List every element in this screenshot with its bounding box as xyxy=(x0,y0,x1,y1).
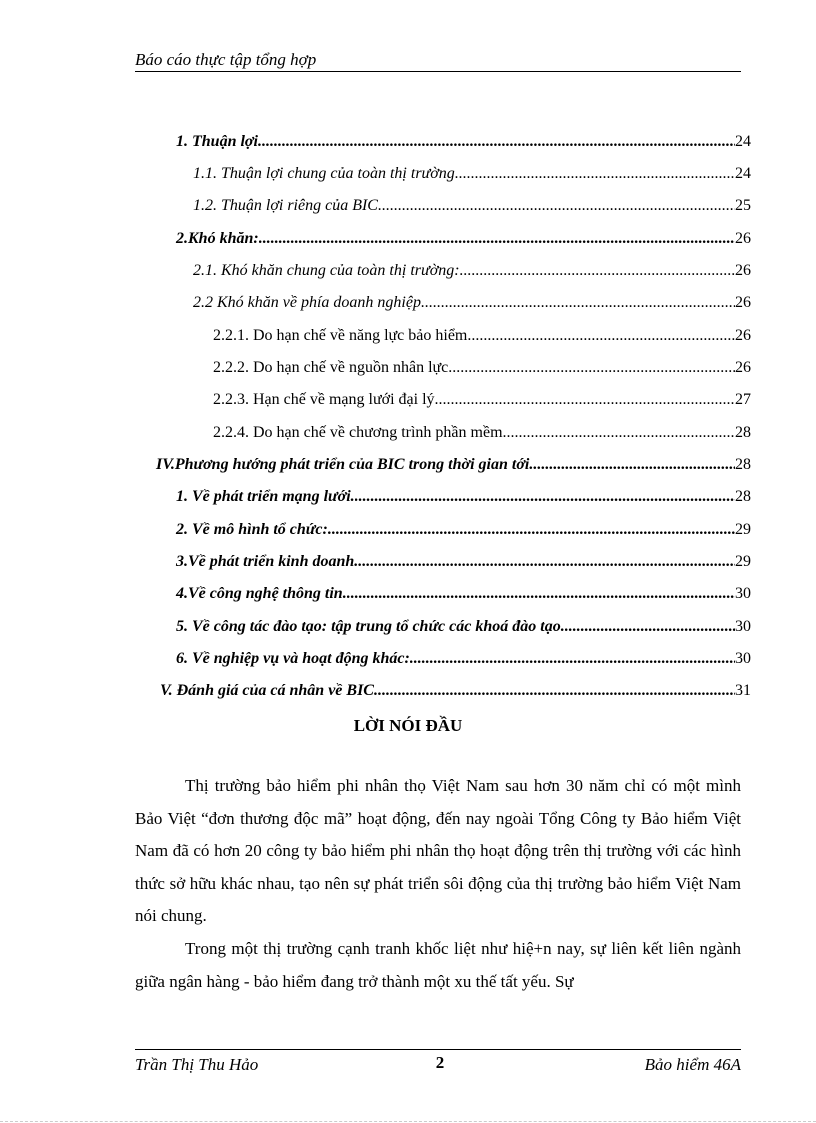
footer-author: Trần Thị Thu Hảo xyxy=(135,1055,259,1074)
toc-page-number: 25 xyxy=(735,197,751,214)
page-number: 2 xyxy=(435,1053,445,1072)
toc-leader xyxy=(259,230,735,248)
toc-entry-text: 6. Về nghiệp vụ và hoạt động khác: xyxy=(176,650,410,667)
toc-entry-text: 2.2.4. Do hạn chế về chương trình phần mềm. xyxy=(213,424,507,441)
page-boundary xyxy=(0,1121,816,1122)
toc-entry-kho-khan-chung[interactable] xyxy=(193,262,751,284)
toc-leader xyxy=(471,327,735,345)
toc-page-number: 28 xyxy=(735,424,751,441)
toc-entry-text: IV.Phương hướng phát triển của BIC trong thời gian tới. xyxy=(156,456,534,473)
toc-page-number: 27 xyxy=(735,391,751,408)
toc-entry-dao-tao[interactable] xyxy=(176,618,751,640)
toc-entry-nghiep-vu[interactable] xyxy=(176,650,751,672)
toc-leader xyxy=(507,424,735,442)
toc-page-number: 28 xyxy=(735,488,751,505)
toc-page-number: 29 xyxy=(735,521,751,538)
toc-page-number: 26 xyxy=(735,327,751,344)
toc-page-number: 26 xyxy=(735,359,751,376)
toc-page-number: 26 xyxy=(735,262,751,279)
toc-entry-text: 5. Về công tác đào tạo: tập trung tổ chức các khoá đào tạo. xyxy=(176,618,565,635)
toc-entry-kinh-doanh[interactable] xyxy=(176,553,751,575)
toc-entry-phuong-huong[interactable] xyxy=(156,456,751,478)
toc-entry-text: 3.Về phát triển kinh doanh xyxy=(176,553,355,570)
toc-entry-nguon-nhan-luc[interactable] xyxy=(213,359,751,381)
toc-entry-thuan-loi[interactable] xyxy=(176,133,751,155)
toc-leader xyxy=(565,618,735,636)
toc-leader xyxy=(460,262,735,280)
toc-entry-text: 2.2.3. Hạn chế về mạng lưới đại lý. xyxy=(213,391,439,408)
header-rule xyxy=(135,71,741,72)
toc-entry-text: 1. Thuận lợi xyxy=(176,133,258,150)
toc-entry-text: 1.1. Thuận lợi chung của toàn thị trường xyxy=(193,165,455,182)
toc-page-number: 24 xyxy=(735,165,751,182)
toc-entry-text: 2.1. Khó khăn chung của toàn thị trường: xyxy=(193,262,460,279)
toc-page-number: 30 xyxy=(735,618,751,635)
header-title: Báo cáo thực tập tổng hợp xyxy=(135,50,317,69)
toc-leader xyxy=(452,359,735,377)
toc-entry-mo-hinh-to-chuc[interactable] xyxy=(176,521,751,543)
toc-entry-text: 2.2.1. Do hạn chế về năng lực bảo hiểm. xyxy=(213,327,472,344)
toc-entry-text: 2.Khó khăn: xyxy=(176,230,259,247)
toc-entry-kho-khan[interactable] xyxy=(176,230,751,252)
toc-leader xyxy=(439,391,735,409)
toc-leader xyxy=(378,197,735,215)
toc-entry-text: 1.2. Thuận lợi riêng của BIC xyxy=(193,197,378,214)
toc-leader xyxy=(533,456,735,474)
toc-entry-mang-luoi[interactable] xyxy=(176,488,751,510)
toc-entry-mang-luoi-dai-ly[interactable] xyxy=(213,391,751,413)
toc-entry-thuan-loi-chung[interactable] xyxy=(193,165,751,187)
toc-entry-text: 2. Về mô hình tổ chức: xyxy=(176,521,328,538)
toc-page-number: 26 xyxy=(735,294,751,311)
toc-entry-text: 2.2.2. Do hạn chế về nguồn nhân lực. xyxy=(213,359,453,376)
toc-entry-nang-luc-bao-hiem[interactable] xyxy=(213,327,751,349)
toc-page-number: 31 xyxy=(735,682,751,699)
toc-leader xyxy=(347,585,735,603)
toc-leader xyxy=(378,682,735,700)
paragraph: Thị trường bảo hiểm phi nhân thọ Việt Nam sau hơn 30 năm chỉ có một mình Bảo Việt “đơn thương độc mã” hoạt động, đến nay ngoài Tổng Công ty Bảo hiểm Việt Nam đã có hơn 20 công ty bảo hiểm phi nhân thọ hoạt động trên thị trường với các hình thức sở hữu khác nhau, tạo nên sự phát triển sôi động của thị trường bảo hiểm Việt Nam nói chung. xyxy=(135,776,741,926)
footer-class-name: Bảo hiểm 46A xyxy=(644,1055,741,1074)
toc-page-number: 30 xyxy=(735,585,751,602)
toc-page-number: 24 xyxy=(735,133,751,150)
toc-entry-text: V. Đánh giá của cá nhân về BIC. xyxy=(160,682,378,699)
toc-entry-kho-khan-doanh-nghiep[interactable] xyxy=(193,294,751,316)
toc-entry-cong-nghe[interactable] xyxy=(176,585,751,607)
toc-leader xyxy=(425,294,735,312)
paragraph: Trong một thị trường cạnh tranh khốc liệt như hiệ+n nay, sự liên kết liên ngành giữa ngân hàng - bảo hiểm đang trở thành một xu thế tất yếu. Sự xyxy=(135,938,741,991)
toc-entry-chuong-trinh-phan-mem[interactable] xyxy=(213,424,751,446)
toc-leader xyxy=(455,165,735,183)
footer-rule xyxy=(135,1049,741,1050)
toc-leader xyxy=(410,650,735,668)
toc-page-number: 26 xyxy=(735,230,751,247)
section-title: LỜI NÓI ĐẦU xyxy=(353,716,463,735)
toc-page-number: 30 xyxy=(735,650,751,667)
toc-leader xyxy=(354,553,735,571)
intro-body xyxy=(135,770,741,998)
toc-entry-danh-gia[interactable] xyxy=(160,682,751,704)
toc-entry-text: 4.Về công nghệ thông tin. xyxy=(176,585,347,602)
toc-page-number: 28 xyxy=(735,456,751,473)
toc-leader xyxy=(328,521,735,539)
toc-page-number: 29 xyxy=(735,553,751,570)
toc-entry-thuan-loi-rieng[interactable] xyxy=(193,197,751,219)
toc-entry-text: 1. Về phát triển mạng lưới. xyxy=(176,488,355,505)
toc-entry-text: 2.2 Khó khăn về phía doanh nghiệp. xyxy=(193,294,425,311)
toc-leader xyxy=(258,133,735,151)
toc-leader xyxy=(355,488,735,506)
